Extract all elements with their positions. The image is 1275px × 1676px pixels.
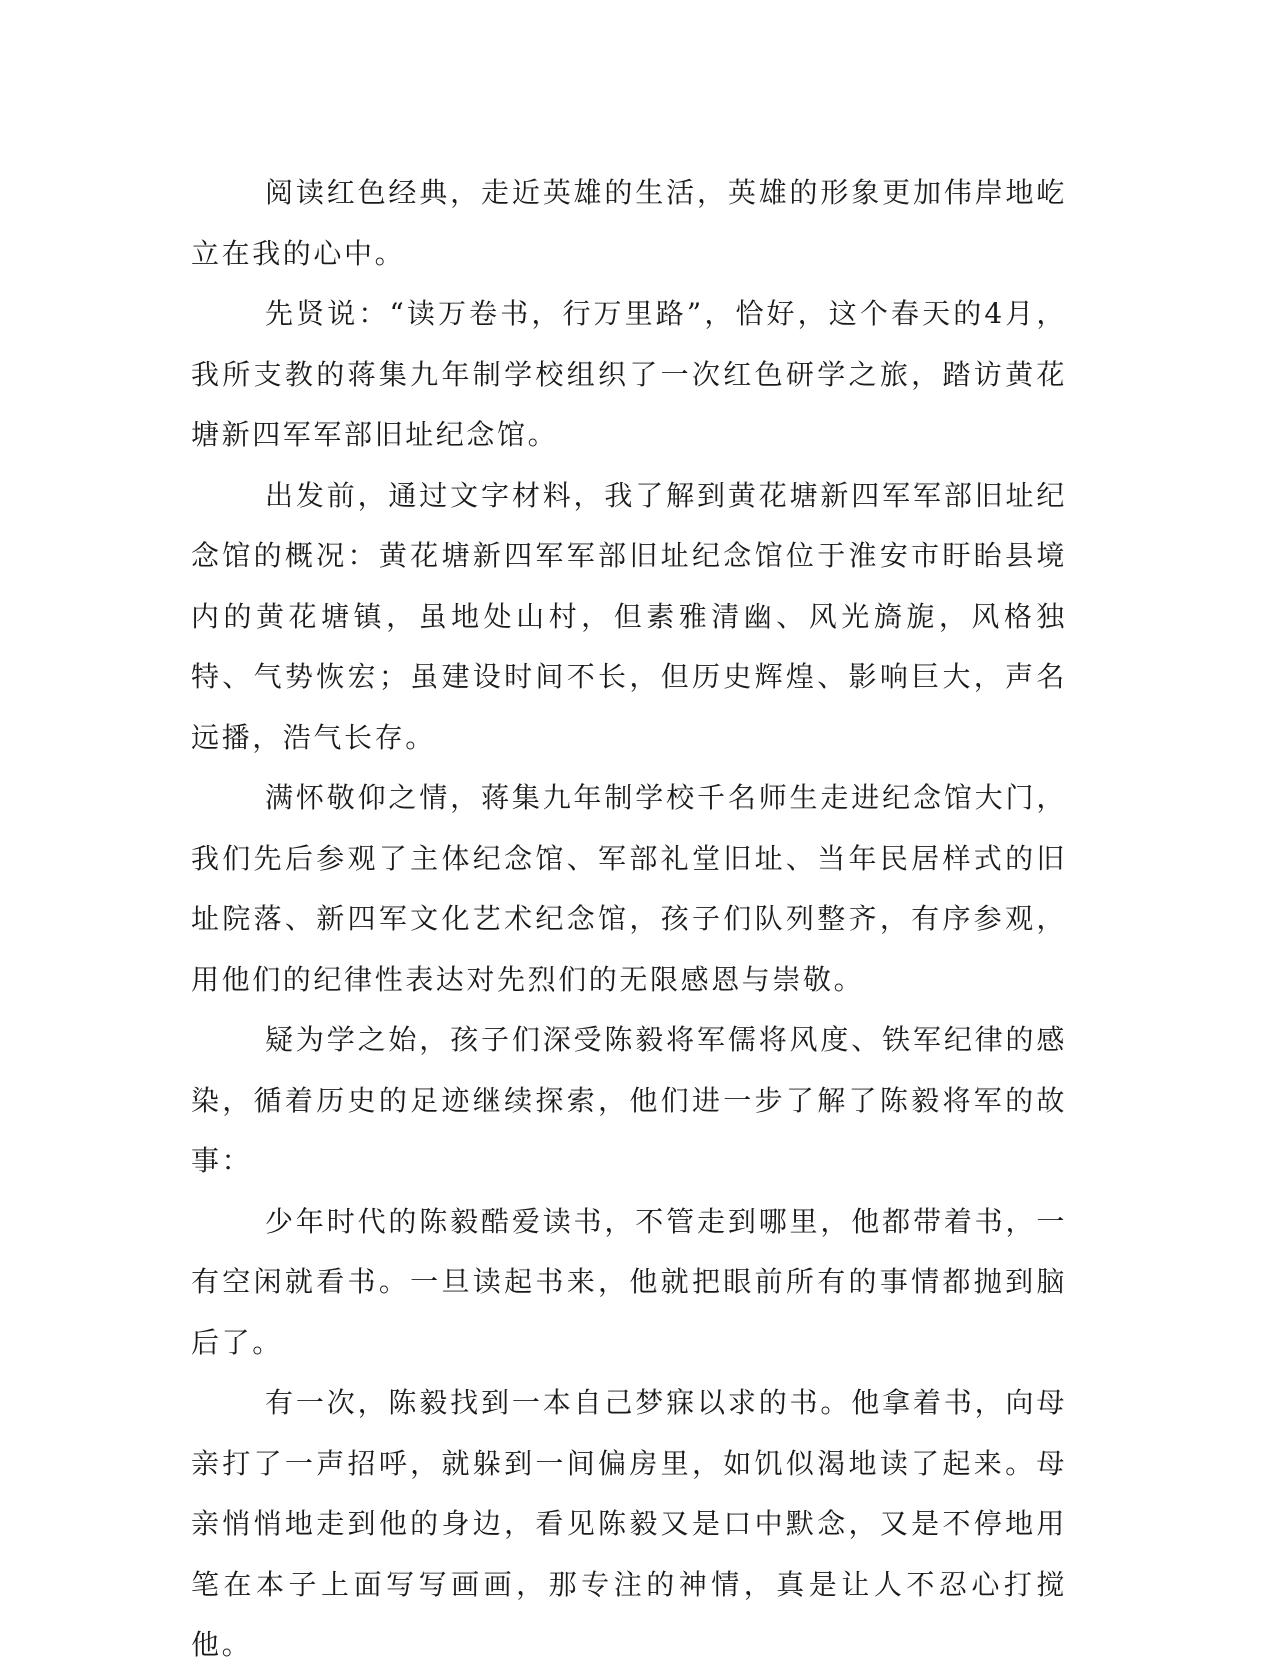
paragraph-5: 疑为学之始，孩子们深受陈毅将军儒将风度、铁军纪律的感染，循着历史的足迹继续探索，他们进一步了解了陈毅将军的故事： <box>191 1023 1067 1177</box>
paragraph-6: 少年时代的陈毅酷爱读书，不管走到哪里，他都带着书，一有空闲就看书。一旦读起书来，他就把眼前所有的事情都抛到脑后了。 <box>191 1204 1067 1359</box>
paragraph-3: 出发前，通过文字材料，我了解到黄花塘新四军军部旧址纪念馆的概况：黄花塘新四军军部旧址纪念馆位于淮安市盱眙县境内的黄花塘镇，虽地处山村，但素雅清幽、风光旖旎，风格独特、气势恢宏；虽建设时间不长，但历史辉煌、影响巨大，声名远播，浩气长存。 <box>191 478 1067 754</box>
paragraph-1: 阅读红色经典，走近英雄的生活，英雄的形象更加伟岸地屹立在我的心中。 <box>191 176 1067 270</box>
paragraph-4: 满怀敬仰之情，蒋集九年制学校千名师生走进纪念馆大门，我们先后参观了主体纪念馆、军部礼堂旧址、当年民居样式的旧址院落、新四军文化艺术纪念馆，孩子们队列整齐，有序参观，用他们的纪律性表达对先烈们的无限感恩与崇敬。 <box>191 781 1067 996</box>
document-body <box>191 163 1067 1676</box>
paragraph-2: 先贤说：“读万卷书，行万里路”，恰好，这个春天的4月，我所支教的蒋集九年制学校组织了一次红色研学之旅，踏访黄花塘新四军军部旧址纪念馆。 <box>191 297 1067 451</box>
paragraph-7: 有一次，陈毅找到一本自己梦寐以求的书。他拿着书，向母亲打了一声招呼，就躲到一间偏房里，如饥似渴地读了起来。母亲悄悄地走到他的身边，看见陈毅又是口中默念，又是不停地用笔在本子上面写写画画，那专注的神情，真是让人不忍心打搅他。 <box>191 1386 1067 1661</box>
